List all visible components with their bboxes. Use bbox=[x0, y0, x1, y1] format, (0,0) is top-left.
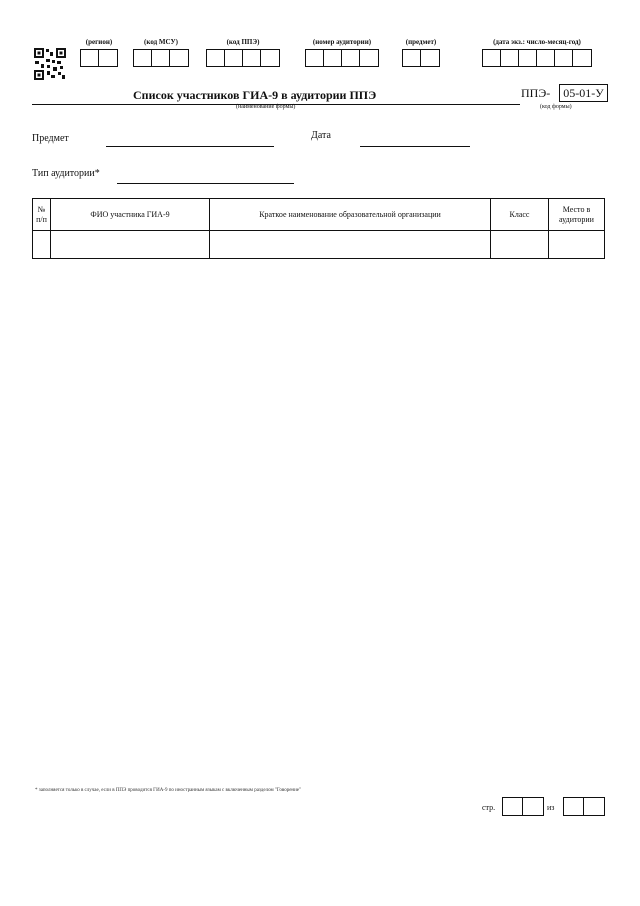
date-label: Дата bbox=[311, 130, 331, 141]
cell[interactable] bbox=[342, 50, 360, 66]
cell[interactable] bbox=[564, 798, 584, 815]
cell[interactable] bbox=[225, 50, 243, 66]
qr-code bbox=[33, 47, 67, 81]
room-type-label: Тип аудитории* bbox=[32, 168, 100, 179]
cell[interactable] bbox=[584, 798, 604, 815]
subject-code-cells[interactable] bbox=[402, 49, 440, 67]
col-header-number: № п/п bbox=[33, 199, 51, 231]
page-number-cells[interactable] bbox=[502, 797, 544, 816]
exam-date-cells[interactable] bbox=[482, 49, 592, 67]
footnote: * заполняется только в случае, если в ППЭ проводится ГИА-9 по иностранным языкам с включенным разделом "Говорение" bbox=[35, 788, 302, 793]
cell[interactable] bbox=[207, 50, 225, 66]
cell[interactable] bbox=[261, 50, 279, 66]
form-title: Список участников ГИА-9 в аудитории ППЭ bbox=[133, 88, 377, 102]
form-code-caption: (код формы) bbox=[540, 104, 572, 110]
form-code: 05-01-У bbox=[559, 84, 608, 102]
ppe-code-label: (код ППЭ) bbox=[226, 38, 260, 46]
table-header-row bbox=[33, 199, 605, 231]
cell[interactable] bbox=[483, 50, 501, 66]
cell[interactable] bbox=[555, 50, 573, 66]
subject-code-label: (предмет) bbox=[405, 38, 437, 46]
cell[interactable] bbox=[523, 798, 543, 815]
cell[interactable] bbox=[421, 50, 439, 66]
cell[interactable] bbox=[81, 50, 99, 66]
form-code-prefix: ППЭ- bbox=[521, 86, 551, 100]
subject-field[interactable] bbox=[106, 146, 274, 147]
cell-organization[interactable] bbox=[210, 231, 491, 259]
room-number-label: (номер аудитории) bbox=[312, 38, 372, 46]
date-field[interactable] bbox=[360, 146, 470, 147]
cell[interactable] bbox=[573, 50, 591, 66]
cell[interactable] bbox=[501, 50, 519, 66]
cell[interactable] bbox=[134, 50, 152, 66]
region-label: (регион) bbox=[85, 38, 113, 46]
col-header-class: Класс bbox=[491, 199, 549, 231]
page-label: стр. bbox=[482, 803, 496, 812]
col-header-seat: Место в аудитории bbox=[549, 199, 605, 231]
subject-label: Предмет bbox=[32, 133, 69, 144]
ppe-code-cells[interactable] bbox=[206, 49, 280, 67]
exam-date-label: (дата экз.: число-месяц-год) bbox=[493, 38, 581, 46]
cell-class[interactable] bbox=[491, 231, 549, 259]
msu-code-cells[interactable] bbox=[133, 49, 189, 67]
table-row bbox=[33, 231, 605, 259]
cell-number[interactable] bbox=[33, 231, 51, 259]
cell[interactable] bbox=[99, 50, 117, 66]
col-header-organization: Краткое наименование образовательной организации bbox=[210, 199, 491, 231]
cell[interactable] bbox=[360, 50, 378, 66]
msu-code-label: (код МСУ) bbox=[144, 38, 178, 46]
col-header-name: ФИО участника ГИА-9 bbox=[51, 199, 210, 231]
form-name-caption: (наименование формы) bbox=[236, 104, 296, 110]
cell[interactable] bbox=[503, 798, 523, 815]
cell-seat[interactable] bbox=[549, 231, 605, 259]
region-cells[interactable] bbox=[80, 49, 118, 67]
cell[interactable] bbox=[537, 50, 555, 66]
room-number-cells[interactable] bbox=[305, 49, 379, 67]
cell[interactable] bbox=[243, 50, 261, 66]
of-label: из bbox=[547, 803, 555, 812]
room-type-field[interactable] bbox=[117, 183, 294, 184]
cell[interactable] bbox=[306, 50, 324, 66]
participants-table bbox=[32, 198, 605, 259]
page-total-cells[interactable] bbox=[563, 797, 605, 816]
cell[interactable] bbox=[170, 50, 188, 66]
cell[interactable] bbox=[152, 50, 170, 66]
cell[interactable] bbox=[403, 50, 421, 66]
cell-name[interactable] bbox=[51, 231, 210, 259]
cell[interactable] bbox=[519, 50, 537, 66]
cell[interactable] bbox=[324, 50, 342, 66]
